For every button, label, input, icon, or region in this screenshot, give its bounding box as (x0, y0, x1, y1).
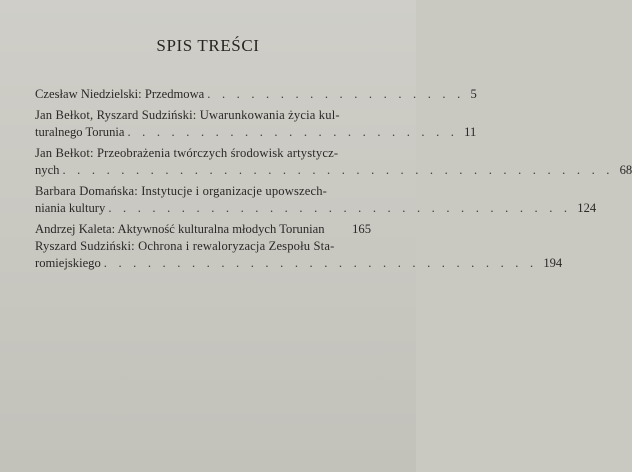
dot-leader: . . . . . . . . . . . . . . . . . . . . . . . . . . . . . . . . (108, 201, 572, 215)
dot-leader: . . . . . . . . . . . . . . . . . . . . . . . (127, 125, 459, 139)
toc-page-number: 194 (543, 256, 563, 270)
table-of-contents (35, 86, 632, 272)
toc-page-number: 5 (470, 87, 477, 101)
toc-entry-text: Czesław Niedzielski: Przedmowa (35, 87, 205, 101)
toc-entry (35, 221, 371, 238)
toc-entry-text: Jan Bełkot: Przeobrażenia twórczych środowisk artystycz- (35, 146, 339, 160)
toc-page-number: 11 (464, 125, 477, 139)
toc-entry (35, 145, 632, 179)
toc-entry-text: Barbara Domańska: Instytucje i organizacje upowszech- (35, 184, 328, 198)
dot-leader: . . . . . . . . . . . . . . . . . . . . . . . . . . . . . . . . . . . . . . (62, 163, 614, 177)
toc-entry-text: Jan Bełkot, Ryszard Sudziński: Uwarunkowania życia kul- (35, 108, 340, 122)
toc-page-number: 165 (352, 222, 371, 236)
toc-entry-text: Ryszard Sudziński: Ochrona i rewaloryzacja Zespołu Sta- (35, 239, 335, 253)
toc-page-number: 124 (577, 201, 597, 215)
toc-entry-text-continued: niania kultury (35, 201, 106, 215)
toc-entry (35, 238, 563, 272)
toc-entry-text-continued: nych (35, 163, 60, 177)
toc-entry (35, 86, 477, 103)
toc-page-number: 68 (619, 163, 632, 177)
toc-entry-text-continued: turalnego Torunia (35, 125, 125, 139)
dot-leader: . . . . . . . . . . . . . . . . . . . . . . . . . . . . . . (103, 256, 538, 270)
dot-leader: . . . . . . . . . . . . . . . . . . (207, 87, 465, 101)
toc-entry (35, 183, 597, 217)
toc-entry (35, 107, 477, 141)
page-title: SPIS TREŚCI (156, 36, 260, 55)
toc-entry-text: Andrzej Kaleta: Aktywność kulturalna młodych Torunian (35, 222, 325, 236)
toc-entry-text-continued: romiejskiego (35, 256, 101, 270)
